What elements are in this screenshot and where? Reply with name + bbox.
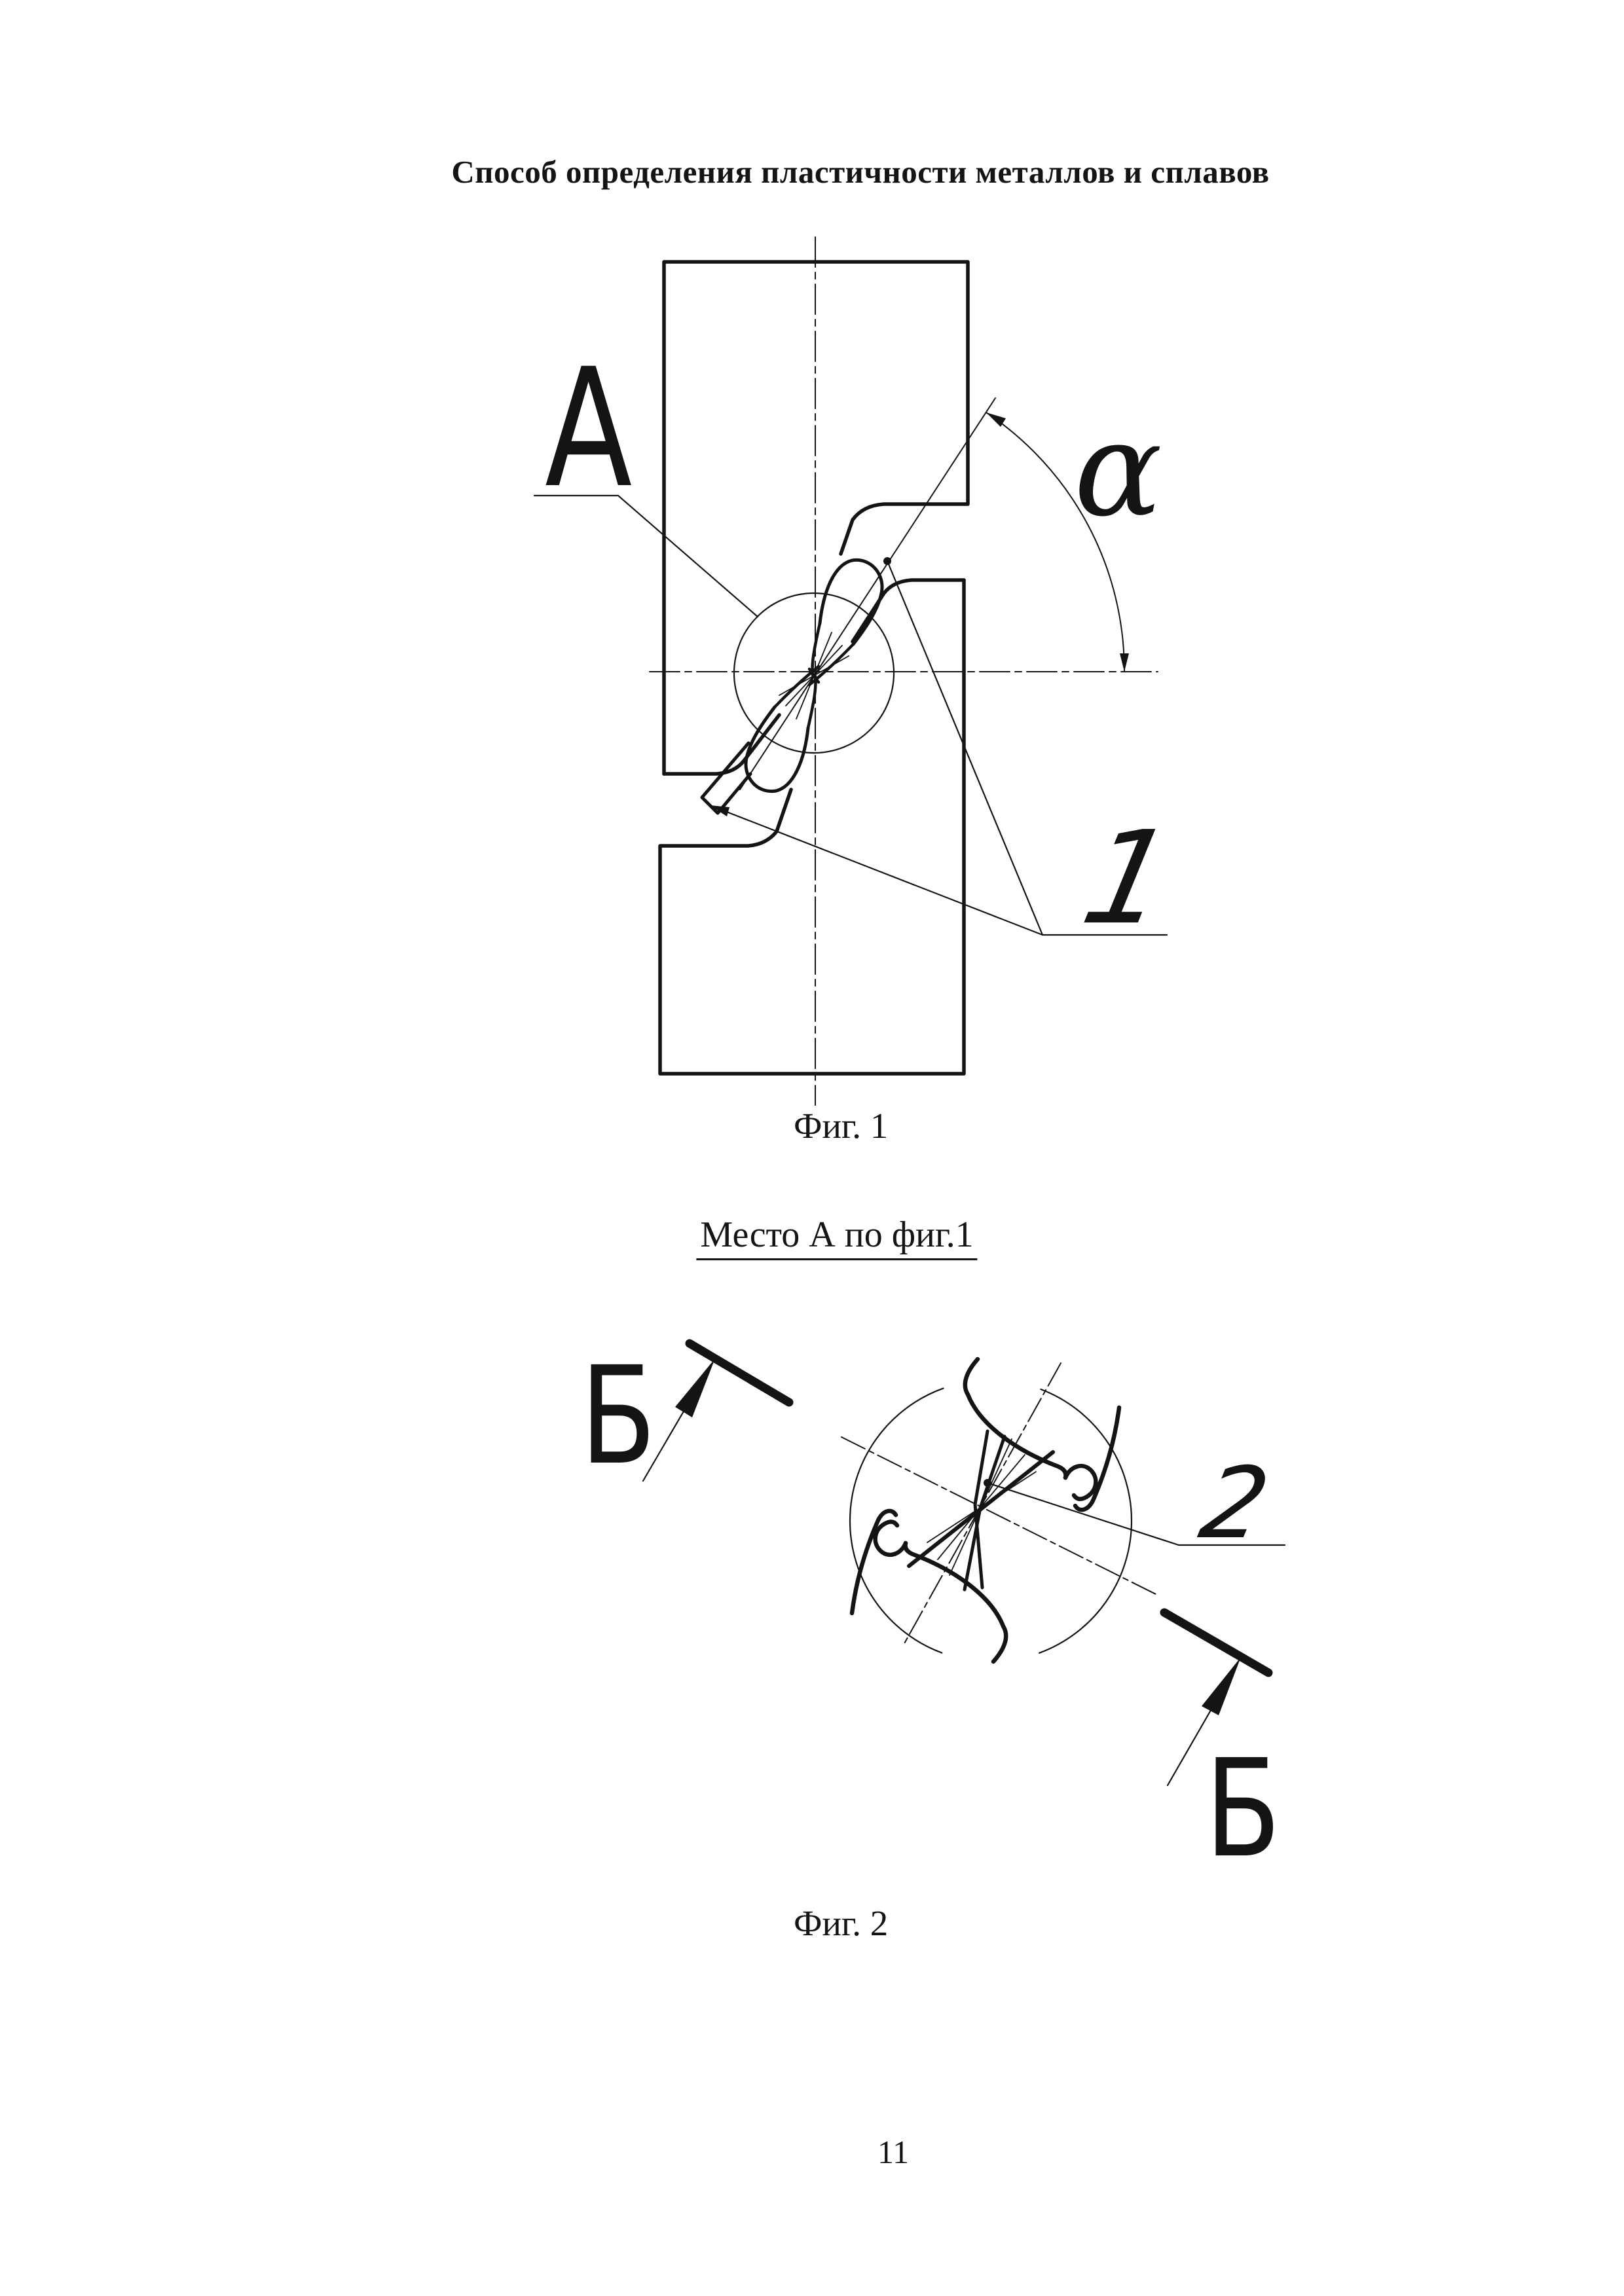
fig1-lower-die-outline (660, 580, 964, 1074)
fig2-left-blade (852, 1511, 896, 1613)
fig1-angle-arrowhead-bottom (1120, 653, 1129, 672)
fig2-section-arrowhead-top (675, 1358, 715, 1417)
fig2-section-label-top: Б (580, 1338, 656, 1495)
fig2-section-tick-bottom (1164, 1613, 1268, 1673)
fig2-caption: Фиг. 2 (794, 1903, 889, 1943)
page-title: Способ определения пластичности металлов и сплавов (451, 154, 1270, 190)
fig1-dies-leader-arrowhead (710, 805, 729, 816)
fig2-left-blade-notch (876, 1522, 906, 1554)
fig2-section-arrowhead-bottom (1202, 1657, 1241, 1715)
fig2-section-label-bottom: Б (1205, 1730, 1281, 1887)
fig1-angle-label: α (1074, 393, 1163, 546)
fig2-neck-right (965, 1436, 1005, 1590)
fig1-dies-label: 1 (1071, 804, 1185, 953)
fig2-right-blade (1075, 1408, 1119, 1510)
fig2-drawing (643, 1343, 1285, 1785)
fig1-specimen-neck-lower-left (775, 666, 819, 707)
fig2-upper-blade (965, 1359, 1066, 1478)
fig1-detail-label: А (545, 333, 633, 524)
fig2-heading: Место А по фиг.1 (696, 1216, 977, 1260)
fig1-caption: Фиг. 1 (794, 1106, 889, 1146)
fig1-dies-leader-dot (883, 557, 891, 565)
fig1-specimen-shaft (702, 743, 750, 813)
fig2-specimen-label: 2 (1191, 1447, 1278, 1561)
fig2-right-blade-notch (1065, 1466, 1096, 1499)
page-number: 11 (877, 2134, 910, 2170)
